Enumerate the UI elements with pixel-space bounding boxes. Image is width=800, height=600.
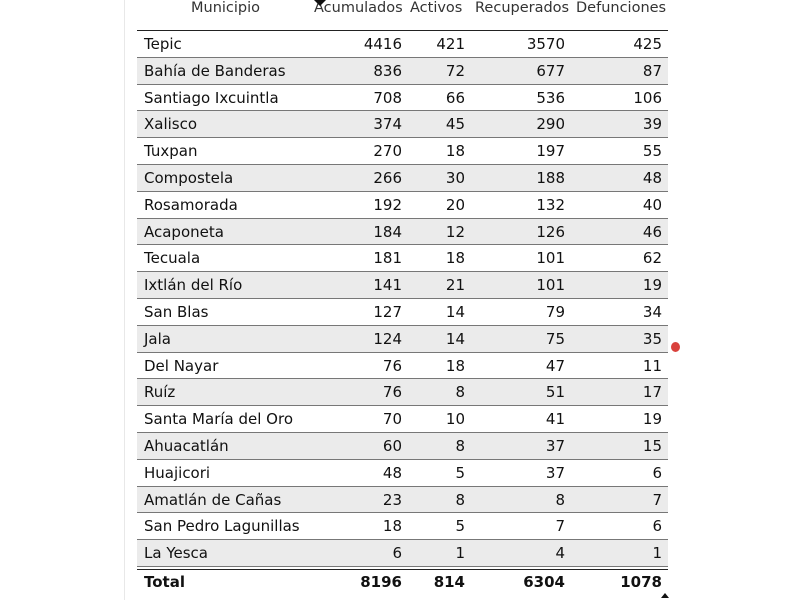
cell-defunciones: 87 — [642, 61, 662, 80]
cell-recuperados: 188 — [536, 168, 565, 187]
cell-municipio: Ruíz — [144, 383, 176, 402]
cell-acumulados: 708 — [373, 88, 402, 107]
cell-recuperados: 51 — [545, 383, 565, 402]
cell-recuperados: 101 — [536, 276, 565, 295]
cell-recuperados: 37 — [545, 463, 565, 482]
header-acumulados[interactable]: Acumulados — [314, 0, 403, 16]
table-row[interactable] — [137, 513, 668, 540]
header-recuperados[interactable]: Recuperados — [475, 0, 570, 16]
cell-activos: 18 — [445, 142, 465, 161]
cell-recuperados: 3570 — [526, 35, 565, 53]
cell-defunciones: 17 — [642, 383, 662, 402]
cell-acumulados: 270 — [373, 142, 402, 161]
cell-acumulados: 48 — [382, 463, 402, 482]
cell-defunciones: 19 — [642, 410, 662, 429]
total-activos: 814 — [433, 572, 465, 591]
cell-recuperados: 4 — [555, 544, 565, 563]
cell-defunciones: 1 — [652, 544, 662, 563]
cell-defunciones: 55 — [642, 142, 662, 161]
cell-municipio: Amatlán de Cañas — [144, 490, 282, 509]
cell-activos: 20 — [445, 195, 465, 214]
cell-municipio: Compostela — [144, 168, 234, 187]
cell-municipio: Bahía de Banderas — [144, 61, 286, 80]
cell-recuperados: 37 — [545, 436, 565, 455]
cell-acumulados: 141 — [373, 276, 402, 295]
scroll-caret-icon[interactable] — [661, 593, 669, 598]
indicator-dot[interactable] — [671, 342, 680, 352]
cell-municipio: Tecuala — [144, 249, 201, 268]
total-row — [137, 569, 668, 594]
cell-recuperados: 290 — [536, 115, 565, 134]
cell-defunciones: 7 — [652, 490, 662, 509]
cell-defunciones: 48 — [642, 168, 662, 187]
table-header — [137, 0, 668, 22]
cell-activos: 5 — [455, 463, 465, 482]
total-acumulados: 8196 — [360, 572, 402, 591]
cell-activos: 66 — [445, 88, 465, 107]
table-row[interactable] — [137, 85, 668, 112]
cell-activos: 45 — [445, 115, 465, 134]
cell-municipio: Acaponeta — [144, 222, 224, 241]
cell-defunciones: 106 — [633, 88, 662, 107]
cell-acumulados: 18 — [382, 517, 402, 536]
cell-recuperados: 132 — [536, 195, 565, 214]
cell-activos: 14 — [445, 302, 465, 321]
cell-municipio: Rosamorada — [144, 195, 238, 214]
cell-defunciones: 35 — [642, 329, 662, 348]
table-row[interactable] — [137, 111, 668, 138]
table-row[interactable] — [137, 326, 668, 353]
cell-activos: 10 — [445, 410, 465, 429]
total-recuperados: 6304 — [523, 572, 565, 591]
cell-acumulados: 6 — [392, 544, 402, 563]
table-row[interactable] — [137, 138, 668, 165]
cell-municipio: Santiago Ixcuintla — [144, 88, 279, 107]
cell-municipio: Ahuacatlán — [144, 436, 229, 455]
cell-recuperados: 101 — [536, 249, 565, 268]
cell-municipio: Xalisco — [144, 115, 198, 134]
cell-acumulados: 70 — [382, 410, 402, 429]
cell-recuperados: 8 — [555, 490, 565, 509]
header-municipio[interactable]: Municipio — [191, 0, 261, 16]
table-row[interactable] — [137, 406, 668, 433]
cell-acumulados: 124 — [373, 329, 402, 348]
table-row[interactable] — [137, 245, 668, 272]
cell-defunciones: 34 — [642, 302, 662, 321]
cell-municipio: San Blas — [144, 302, 209, 321]
cell-acumulados: 4416 — [363, 35, 402, 53]
cell-activos: 8 — [455, 383, 465, 402]
table-row[interactable] — [137, 379, 668, 406]
cell-defunciones: 6 — [652, 463, 662, 482]
cell-acumulados: 266 — [373, 168, 402, 187]
cell-defunciones: 425 — [633, 35, 662, 53]
cell-activos: 1 — [455, 544, 465, 563]
table-row[interactable] — [137, 165, 668, 192]
table-row[interactable] — [137, 58, 668, 85]
cell-recuperados: 41 — [545, 410, 565, 429]
cell-recuperados: 536 — [536, 88, 565, 107]
table-row[interactable] — [137, 31, 668, 58]
total-defunciones: 1078 — [620, 572, 662, 591]
cell-recuperados: 79 — [545, 302, 565, 321]
cell-recuperados: 75 — [545, 329, 565, 348]
table-row[interactable] — [137, 460, 668, 487]
cell-municipio: Santa María del Oro — [144, 410, 293, 429]
cell-recuperados: 677 — [536, 61, 565, 80]
cell-acumulados: 127 — [373, 302, 402, 321]
cell-acumulados: 836 — [373, 61, 402, 80]
cell-defunciones: 19 — [642, 276, 662, 295]
table-row[interactable] — [137, 487, 668, 514]
header-defunciones[interactable]: Defunciones — [576, 0, 667, 16]
cell-activos: 8 — [455, 436, 465, 455]
total-label: Total — [144, 572, 185, 591]
cell-activos: 18 — [445, 356, 465, 375]
cell-recuperados: 7 — [555, 517, 565, 536]
table-row[interactable] — [137, 192, 668, 219]
cell-activos: 18 — [445, 249, 465, 268]
cell-activos: 30 — [445, 168, 465, 187]
cell-activos: 14 — [445, 329, 465, 348]
cell-activos: 12 — [445, 222, 465, 241]
covid-municipio-table — [137, 0, 668, 594]
table-body — [137, 31, 668, 567]
cell-activos: 8 — [455, 490, 465, 509]
cell-municipio: La Yesca — [144, 544, 208, 563]
cell-acumulados: 23 — [382, 490, 402, 509]
cell-defunciones: 11 — [642, 356, 662, 375]
sort-descending-icon[interactable] — [314, 0, 326, 6]
cell-activos: 72 — [445, 61, 465, 80]
cell-municipio: Ixtlán del Río — [144, 276, 243, 295]
cell-acumulados: 76 — [382, 383, 402, 402]
table-row[interactable] — [137, 433, 668, 460]
cell-activos: 21 — [445, 276, 465, 295]
cell-municipio: Del Nayar — [144, 356, 219, 375]
cell-defunciones: 39 — [642, 115, 662, 134]
header-activos[interactable]: Activos — [410, 0, 463, 16]
cell-recuperados: 47 — [545, 356, 565, 375]
cell-defunciones: 40 — [642, 195, 662, 214]
cell-acumulados: 181 — [373, 249, 402, 268]
cell-municipio: San Pedro Lagunillas — [144, 517, 300, 536]
table-row[interactable] — [137, 272, 668, 299]
cell-recuperados: 126 — [536, 222, 565, 241]
table-row[interactable] — [137, 219, 668, 246]
table-row[interactable] — [137, 299, 668, 326]
cell-municipio: Tepic — [144, 35, 182, 53]
cell-acumulados: 76 — [382, 356, 402, 375]
cell-activos: 5 — [455, 517, 465, 536]
cell-acumulados: 60 — [382, 436, 402, 455]
cell-acumulados: 184 — [373, 222, 402, 241]
table-row[interactable] — [137, 353, 668, 380]
cell-acumulados: 192 — [373, 195, 402, 214]
cell-municipio: Tuxpan — [144, 142, 198, 161]
cell-acumulados: 374 — [373, 115, 402, 134]
cell-defunciones: 15 — [642, 436, 662, 455]
cell-municipio: Huajicori — [144, 463, 211, 482]
cell-defunciones: 46 — [642, 222, 662, 241]
cell-defunciones: 62 — [642, 249, 662, 268]
cell-defunciones: 6 — [652, 517, 662, 536]
cell-activos: 421 — [436, 35, 465, 53]
cell-municipio: Jala — [144, 329, 171, 348]
table-row[interactable] — [137, 540, 668, 567]
left-frame-line — [124, 0, 125, 600]
cell-recuperados: 197 — [536, 142, 565, 161]
